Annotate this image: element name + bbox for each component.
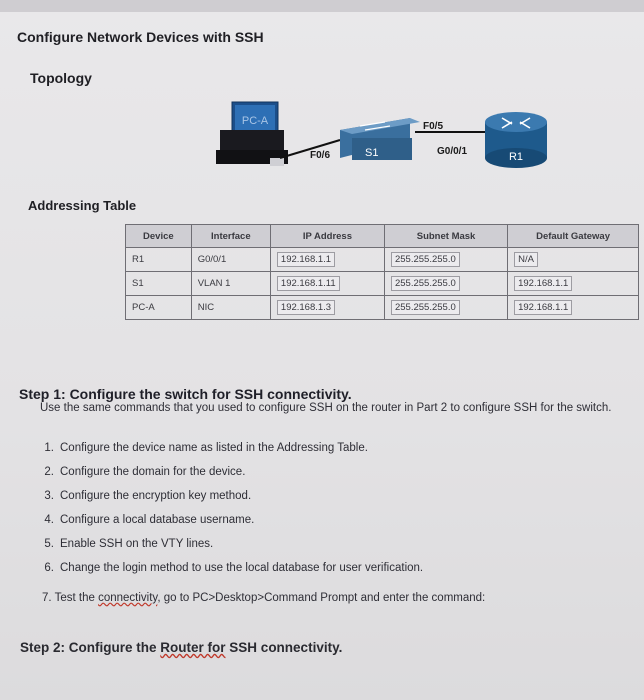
table-header-row	[126, 225, 639, 248]
cell-default-gateway	[508, 248, 639, 272]
task-text: Configure the encryption key method.	[60, 490, 252, 502]
task-number: 7.	[42, 592, 52, 604]
port-router: G0/0/1	[437, 146, 468, 157]
table-row	[126, 296, 639, 320]
cell-ip-address	[270, 272, 384, 296]
cell-subnet-mask	[384, 296, 507, 320]
header-default-gateway: Default Gateway	[508, 225, 639, 248]
list-item	[20, 484, 423, 508]
task-text: Configure the device name as listed in the Addressing Table.	[60, 442, 368, 454]
task-7-suffix: , go to PC>Desktop>Command Prompt and enter the command:	[157, 592, 486, 604]
router-label: R1	[508, 151, 524, 163]
switch-label: S1	[365, 147, 379, 159]
task-7-prefix: Test the	[54, 592, 95, 604]
cell-default-gateway	[508, 272, 639, 296]
task-text: Change the login method to use the local database for user verification.	[60, 562, 424, 574]
task-number: 6.	[44, 562, 54, 574]
page-title: Configure Network Devices with SSH	[17, 29, 264, 45]
addressing-table-heading: Addressing Table	[28, 198, 137, 213]
list-item	[20, 532, 423, 556]
cell-value: 192.168.1.3	[277, 300, 335, 315]
cell-value: 255.255.255.0	[391, 252, 460, 267]
task-text: Enable SSH on the VTY lines.	[60, 538, 214, 550]
task-text: Configure the domain for the device.	[60, 466, 246, 478]
task-text: Configure a local database username.	[60, 514, 255, 526]
cell-ip-address	[270, 296, 384, 320]
port-pc-switch: F0/6	[310, 150, 331, 161]
table-row	[126, 272, 639, 296]
addressing-table	[125, 224, 639, 320]
cell-value: N/A	[514, 252, 538, 267]
step1-heading: Step 1: Configure the switch for SSH connectivity.	[19, 386, 352, 402]
cell-device: PC-A	[126, 296, 192, 320]
cell-interface: G0/0/1	[191, 248, 270, 272]
cell-ip-address	[270, 248, 384, 272]
header-subnet-mask: Subnet Mask	[384, 225, 507, 248]
task-7	[42, 592, 485, 604]
step2-heading	[20, 640, 342, 655]
task-number: 2.	[44, 466, 54, 478]
cell-device: S1	[126, 272, 192, 296]
list-item	[20, 556, 423, 580]
cell-value: 192.168.1.1	[277, 252, 335, 267]
topology-heading: Topology	[30, 70, 92, 86]
table-row	[126, 248, 639, 272]
cell-value: 255.255.255.0	[391, 276, 460, 291]
header-ip-address: IP Address	[270, 225, 384, 248]
cell-value: 255.255.255.0	[391, 300, 460, 315]
cell-interface: NIC	[191, 296, 270, 320]
cell-value: 192.168.1.1	[514, 276, 572, 291]
step2-suffix: SSH connectivity.	[229, 640, 343, 655]
cell-default-gateway	[508, 296, 639, 320]
topology-diagram	[210, 100, 570, 180]
task-number: 4.	[44, 514, 54, 526]
list-item	[20, 508, 423, 532]
step2-underlined: Router for	[160, 640, 226, 655]
step1-description: Use the same commands that you used to configure SSH on the router in Part 2 to configure SSH for the switch.	[40, 402, 612, 414]
cell-subnet-mask	[384, 272, 507, 296]
header-device: Device	[126, 225, 192, 248]
header-interface: Interface	[191, 225, 270, 248]
step1-task-list	[20, 436, 423, 580]
task-number: 5.	[44, 538, 54, 550]
list-item	[20, 436, 423, 460]
step2-prefix: Step 2: Configure the	[20, 640, 157, 655]
cell-interface: VLAN 1	[191, 272, 270, 296]
cell-device: R1	[126, 248, 192, 272]
port-switch-router: F0/5	[423, 121, 444, 132]
switch-icon	[340, 118, 420, 160]
cell-value: 192.168.1.11	[277, 276, 340, 291]
list-item	[20, 460, 423, 484]
pc-icon	[216, 102, 288, 166]
cell-value: 192.168.1.1	[514, 300, 572, 315]
task-number: 3.	[44, 490, 54, 502]
task-7-connectivity-word: connectivity	[98, 592, 158, 604]
cell-subnet-mask	[384, 248, 507, 272]
pc-label: PC-A	[241, 115, 269, 127]
task-number: 1.	[44, 442, 54, 454]
page-top-edge	[0, 0, 644, 12]
